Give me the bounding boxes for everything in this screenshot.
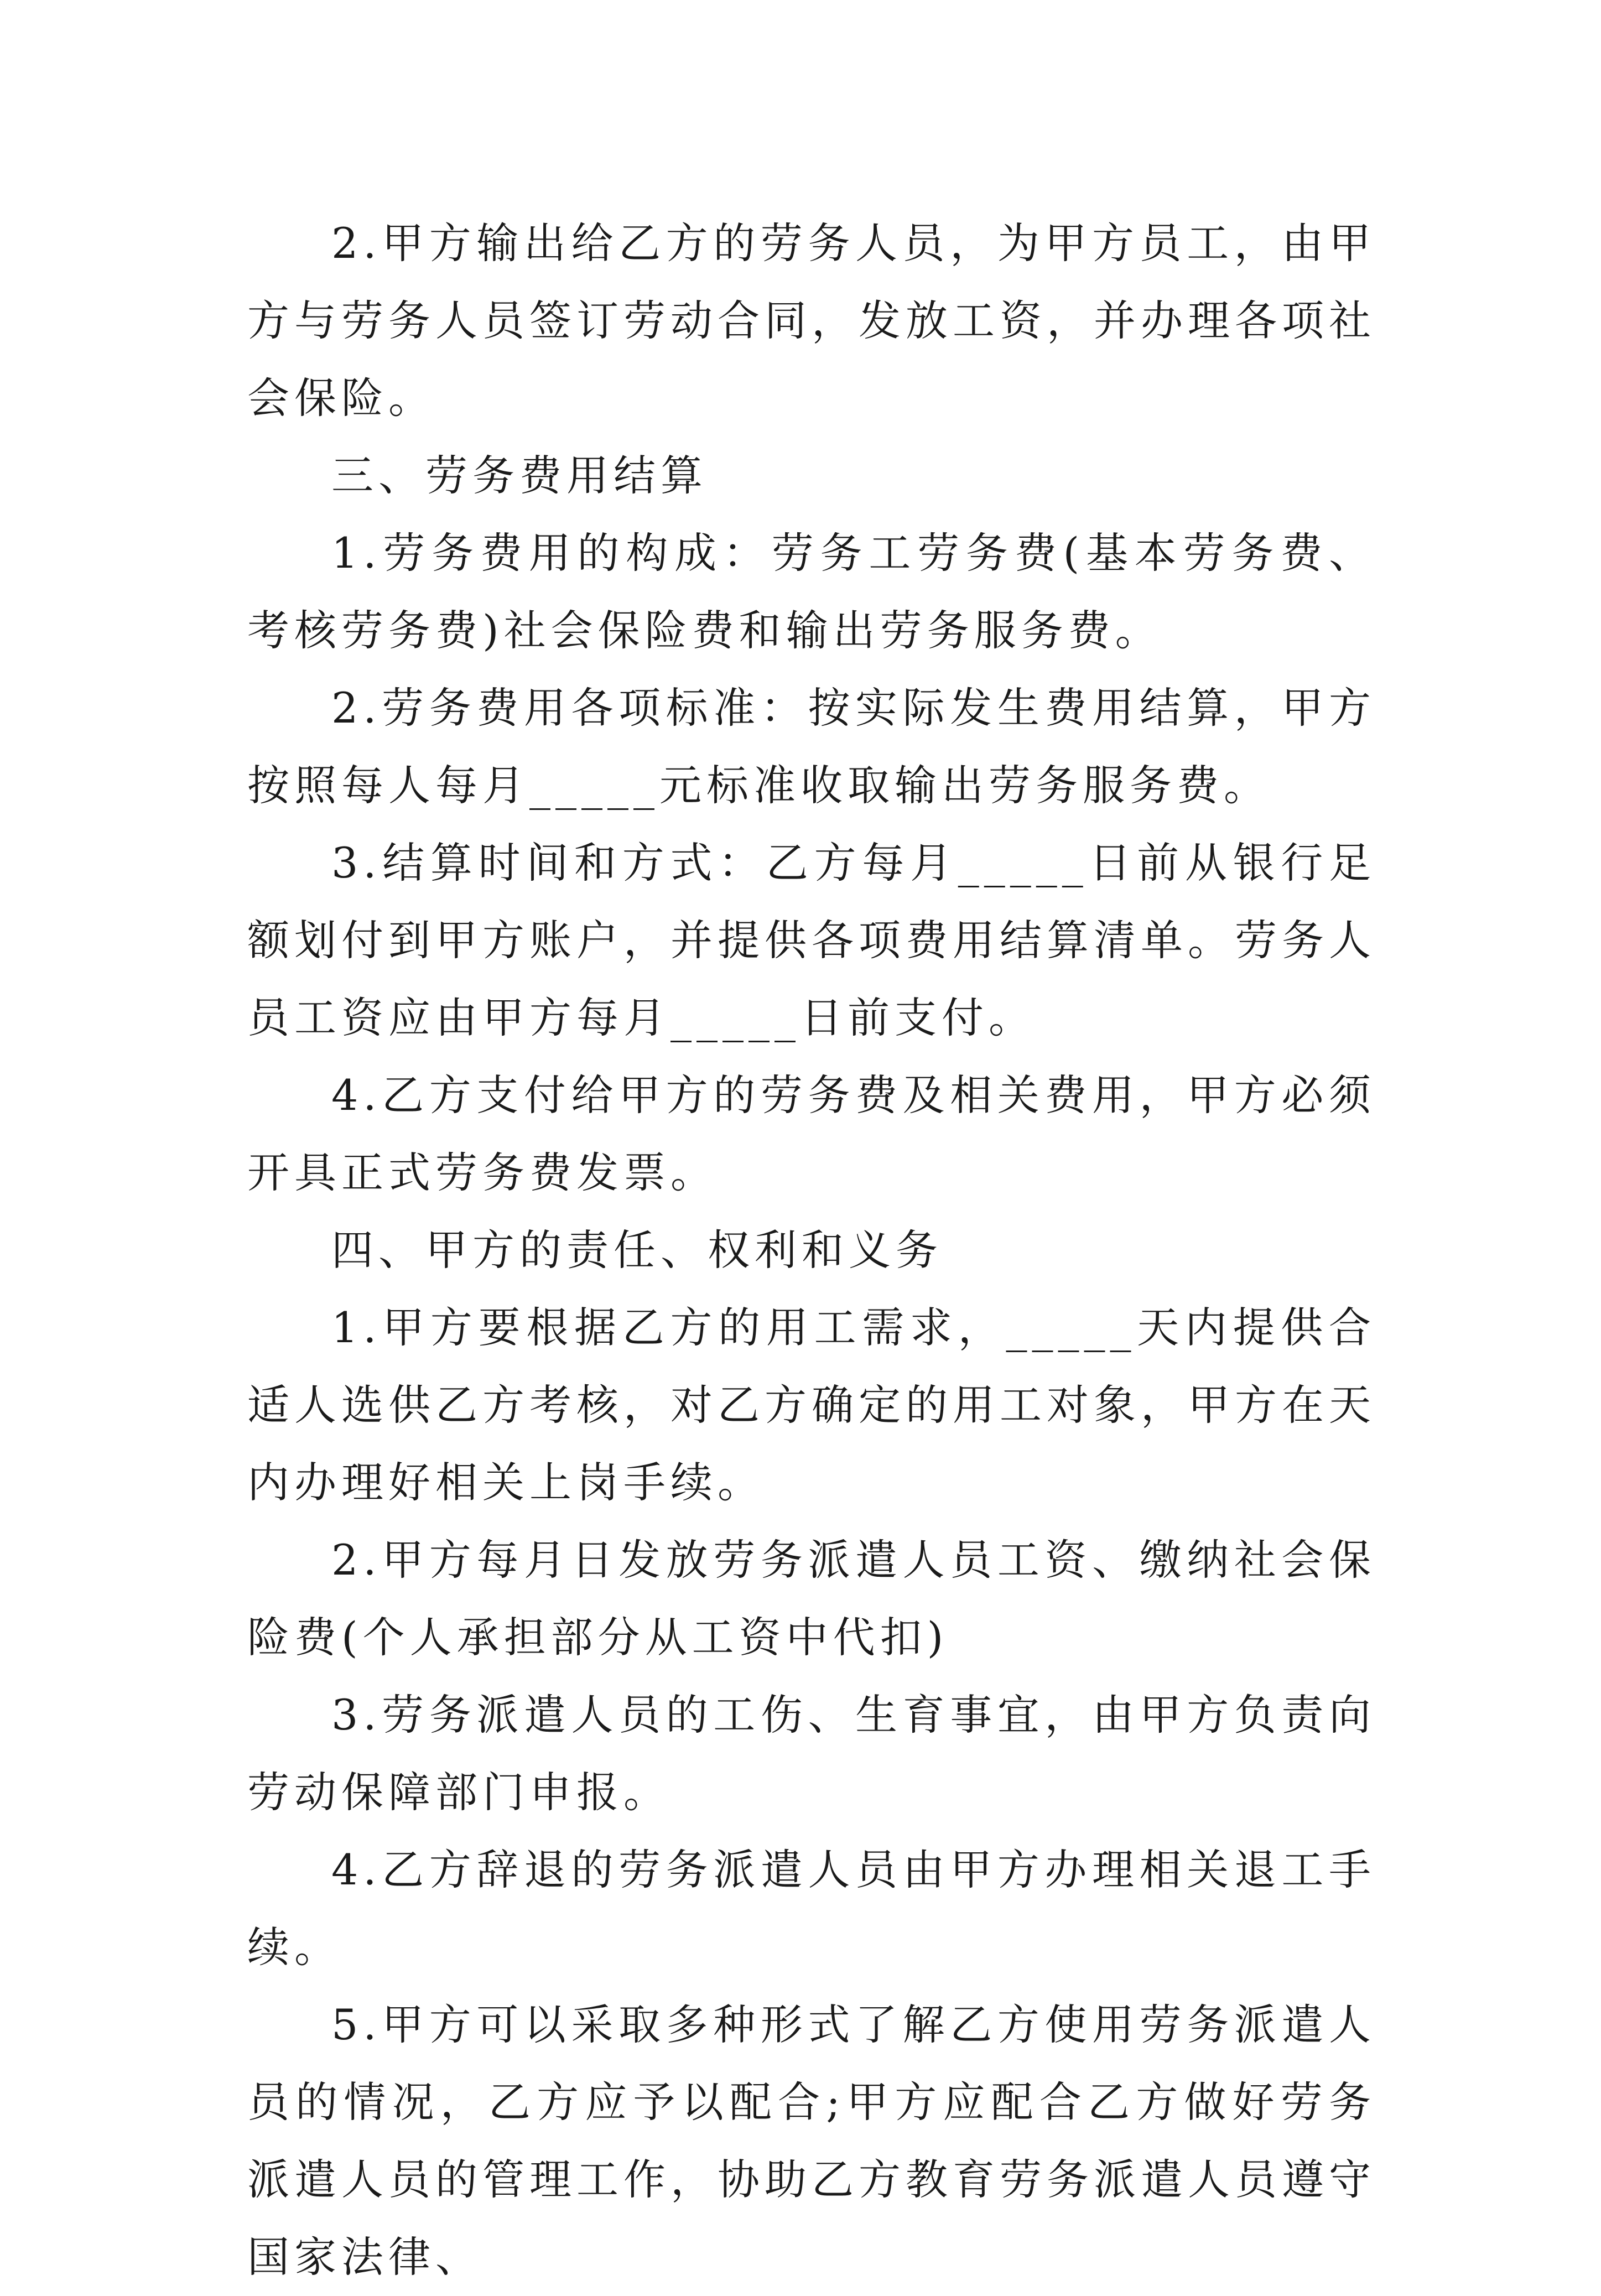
paragraph-invoice: 4.乙方支付给甲方的劳务费及相关费用，甲方必须开具正式劳务费发票。 <box>247 1071 1376 1197</box>
paragraph-dismissal: 4.乙方辞退的劳务派遣人员由甲方办理相关退工手续。 <box>247 1845 1376 1972</box>
paragraph-salary-payment: 2.甲方每月日发放劳务派遣人员工资、缴纳社会保险费(个人承担部分从工资中代扣) <box>247 1535 1376 1662</box>
section-heading-fee-settlement: 三、劳务费用结算 <box>331 451 708 500</box>
paragraph-fee-composition: 1.劳务费用的构成：劳务工劳务费(基本劳务费、考核劳务费)社会保险费和输出劳务服务费。 <box>247 528 1376 655</box>
document-body <box>247 205 1376 2296</box>
paragraph-2-labor-staff: 2.甲方输出给乙方的劳务人员，为甲方员工，由甲方与劳务人员签订劳动合同，发放工资，并办理各项社会保险。 <box>247 219 1376 423</box>
paragraph-supervision: 5.甲方可以采取多种形式了解乙方使用劳务派遣人员的情况，乙方应予以配合;甲方应配合乙方做好劳务派遣人员的管理工作，协助乙方教育劳务派遣人员遵守国家法律、 <box>247 2000 1376 2282</box>
paragraph-settlement-time: 3.结算时间和方式：乙方每月_____日前从银行足额划付到甲方账户，并提供各项费用结算清单。劳务人员工资应由甲方每月_____日前支付。 <box>247 838 1376 1042</box>
paragraph-candidate-provision: 1.甲方要根据乙方的用工需求，_____天内提供合适人选供乙方考核，对乙方确定的用工对象，甲方在天内办理好相关上岗手续。 <box>247 1303 1376 1507</box>
paragraph-fee-standards: 2.劳务费用各项标准：按实际发生费用结算，甲方按照每人每月_____元标准收取输出劳务服务费。 <box>247 683 1376 810</box>
section-heading-party-a-duties: 四、甲方的责任、权利和义务 <box>331 1225 943 1275</box>
paragraph-injury-reporting: 3.劳务派遣人员的工伤、生育事宜，由甲方负责向劳动保障部门申报。 <box>247 1690 1376 1817</box>
